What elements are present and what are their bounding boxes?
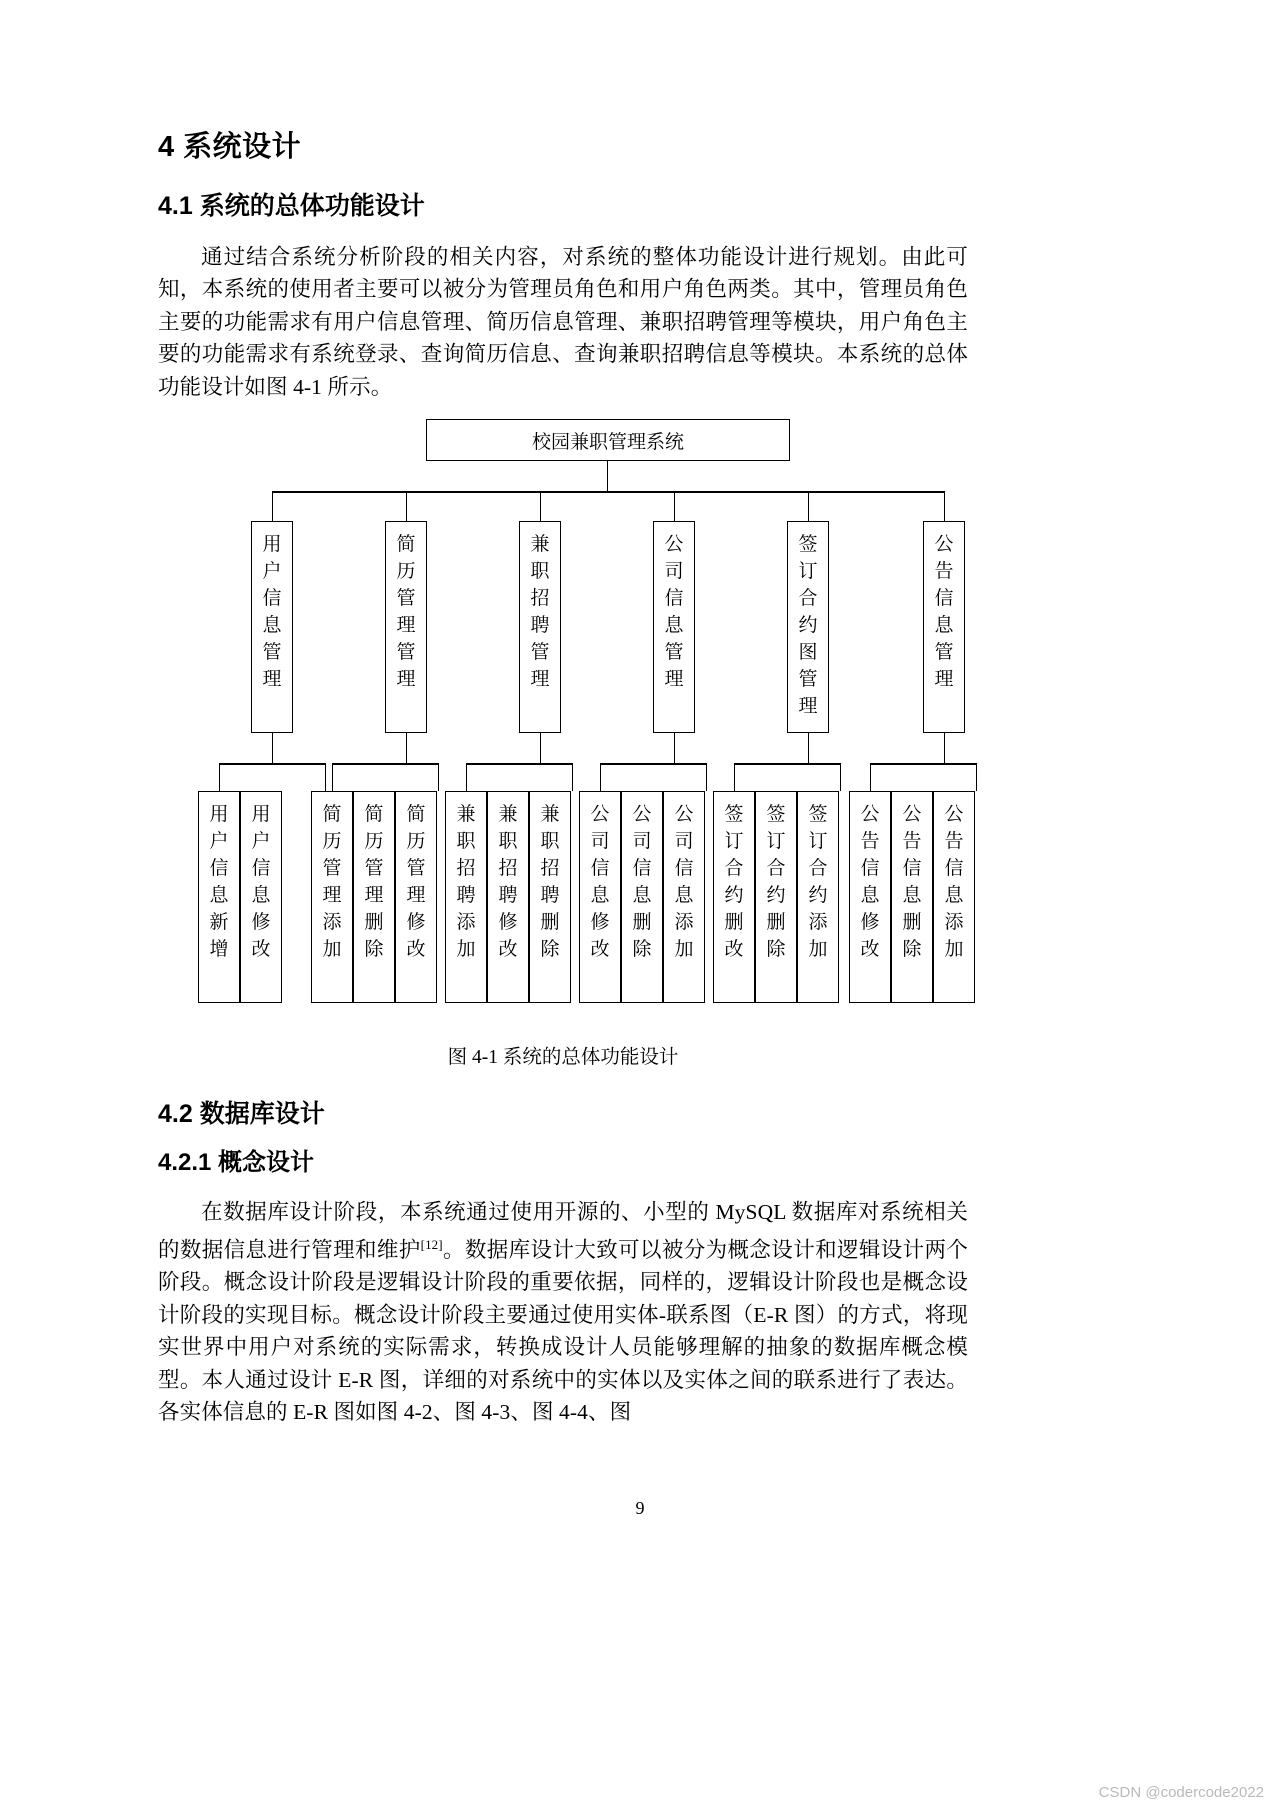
diagram-g2-stem (406, 733, 407, 763)
vertical-char: 信 (262, 588, 282, 610)
vertical-char: 公 (902, 804, 922, 826)
diagram-level2-label-4-1 (580, 802, 620, 964)
vertical-char: 约 (798, 615, 818, 637)
vertical-char: 招 (498, 858, 518, 880)
vertical-char: 息 (632, 885, 652, 907)
vertical-char: 加 (322, 939, 342, 961)
diagram-level1-box-2 (385, 521, 427, 733)
diagram-level1-connector-5 (808, 491, 809, 521)
citation-reference: [12] (420, 1236, 443, 1252)
diagram-level2-label-6-2 (892, 802, 932, 964)
diagram-level2-label-5-2 (756, 802, 796, 964)
vertical-char: 户 (251, 831, 271, 853)
vertical-char: 删 (766, 912, 786, 934)
vertical-char: 招 (540, 858, 560, 880)
diagram-level1-label-6 (924, 532, 964, 694)
diagram-g6-drop-1 (870, 763, 871, 791)
diagram-level1-label-4 (654, 532, 694, 694)
vertical-char: 签 (724, 804, 744, 826)
diagram-level1-connector-6 (944, 491, 945, 521)
vertical-char: 理 (396, 669, 416, 691)
vertical-char: 合 (766, 858, 786, 880)
vertical-char: 增 (209, 939, 229, 961)
vertical-char: 修 (251, 912, 271, 934)
vertical-char: 简 (364, 804, 384, 826)
vertical-char: 司 (674, 831, 694, 853)
vertical-char: 图 (798, 642, 818, 664)
vertical-char: 加 (674, 939, 694, 961)
vertical-char: 公 (674, 804, 694, 826)
diagram-level2-box-1-1 (198, 791, 240, 1003)
vertical-char: 招 (456, 858, 476, 880)
vertical-char: 改 (498, 939, 518, 961)
diagram-level2-box-6-3 (933, 791, 975, 1003)
vertical-char: 聘 (498, 885, 518, 907)
diagram-level1-connector-1 (272, 491, 273, 521)
vertical-char: 理 (530, 669, 550, 691)
diagram-level1-connector-3 (540, 491, 541, 521)
diagram-g2-drop-2 (438, 763, 439, 791)
vertical-char: 聘 (540, 885, 560, 907)
vertical-char: 信 (251, 858, 271, 880)
page-content (158, 130, 968, 1429)
vertical-char: 简 (396, 534, 416, 556)
vertical-char: 改 (724, 939, 744, 961)
vertical-char: 理 (396, 615, 416, 637)
diagram-g4-stem (674, 733, 675, 763)
diagram-level1-label-5 (788, 532, 828, 721)
vertical-char: 历 (364, 831, 384, 853)
vertical-char: 司 (590, 831, 610, 853)
vertical-char: 删 (902, 912, 922, 934)
vertical-char: 兼 (530, 534, 550, 556)
diagram-level2-box-6-2 (891, 791, 933, 1003)
vertical-char: 删 (632, 912, 652, 934)
vertical-char: 息 (674, 885, 694, 907)
paragraph-conceptual-design-part2: 。数据库设计大致可以被分为概念设计和逻辑设计两个阶段。概念设计阶段是逻辑设计阶段的重要依据，同样的，逻辑设计阶段也是概念设计阶段的实现目标。概念设计阶段主要通过使用实体-联系图（E-R 图）的方式，将现实世界中用户对系统的实际需求，转换成设计人员能够理解的抽象的数据库概念模型。本人通过设计 E-R 图，详细的对系统中的实体以及实体之间的联系进行了表达。各实体信息的 E-R 图如图 4-2、图 4-3、图 4-4、图 (158, 1237, 969, 1425)
diagram-level2-label-3-3 (530, 802, 570, 964)
vertical-char: 加 (808, 939, 828, 961)
vertical-char: 合 (798, 588, 818, 610)
section-heading-4-2-1: 4.2.1 概念设计 (158, 1149, 315, 1177)
vertical-char: 管 (406, 858, 426, 880)
diagram-level1-box-1 (251, 521, 293, 733)
vertical-char: 订 (766, 831, 786, 853)
vertical-char: 修 (498, 912, 518, 934)
diagram-level1-bus (272, 491, 944, 492)
diagram-level2-label-1-1 (199, 802, 239, 964)
diagram-g3-bus (466, 763, 572, 764)
vertical-char: 公 (934, 534, 954, 556)
section-heading-4-2: 4.2 数据库设计 (158, 1100, 325, 1129)
diagram-level2-label-6-3 (934, 802, 974, 964)
vertical-char: 司 (664, 561, 684, 583)
diagram-level2-box-4-1 (579, 791, 621, 1003)
vertical-char: 息 (944, 885, 964, 907)
diagram-g1-bus (219, 763, 325, 764)
diagram-g4-drop-1 (600, 763, 601, 791)
vertical-char: 除 (540, 939, 560, 961)
vertical-char: 加 (944, 939, 964, 961)
diagram-level1-connector-4 (674, 491, 675, 521)
figure-4-1-diagram (158, 417, 968, 1007)
vertical-char: 合 (808, 858, 828, 880)
diagram-level1-connector-2 (406, 491, 407, 521)
vertical-char: 改 (406, 939, 426, 961)
page-number: 9 (635, 1498, 645, 1518)
diagram-level2-label-4-2 (622, 802, 662, 964)
vertical-char: 添 (808, 912, 828, 934)
paragraph-conceptual-design-part1: 在数据库设计阶段，本系统通过使用开源的、小型的 MySQL 数据库对系统相关的数据信息进行管理和维护 (158, 1200, 968, 1262)
vertical-char: 信 (860, 858, 880, 880)
vertical-char: 职 (530, 561, 550, 583)
vertical-char: 管 (262, 642, 282, 664)
diagram-level2-box-5-3 (797, 791, 839, 1003)
vertical-char: 理 (798, 696, 818, 718)
vertical-char: 职 (498, 831, 518, 853)
vertical-char: 加 (456, 939, 476, 961)
vertical-char: 理 (262, 669, 282, 691)
diagram-level1-box-6 (923, 521, 965, 733)
vertical-char: 管 (396, 588, 416, 610)
diagram-level2-label-2-3 (396, 802, 436, 964)
vertical-char: 签 (798, 534, 818, 556)
diagram-g6-drop-2 (976, 763, 977, 791)
vertical-char: 理 (364, 885, 384, 907)
diagram-level2-label-5-3 (798, 802, 838, 964)
diagram-level1-label-1 (252, 532, 292, 694)
diagram-g5-stem (808, 733, 809, 763)
vertical-char: 用 (262, 534, 282, 556)
section-heading-4: 4 系统设计 (158, 131, 302, 163)
vertical-char: 息 (664, 615, 684, 637)
vertical-char: 息 (590, 885, 610, 907)
vertical-char: 订 (798, 561, 818, 583)
diagram-root-label: 校园兼职管理系统 (531, 431, 684, 453)
vertical-char: 息 (902, 885, 922, 907)
vertical-char: 户 (262, 561, 282, 583)
diagram-level2-box-2-2 (353, 791, 395, 1003)
vertical-char: 职 (540, 831, 560, 853)
vertical-char: 签 (808, 804, 828, 826)
vertical-char: 兼 (456, 804, 476, 826)
vertical-char: 管 (934, 642, 954, 664)
diagram-level2-box-5-2 (755, 791, 797, 1003)
paragraph-overall-function-design: 通过结合系统分析阶段的相关内容，对系统的整体功能设计进行规划。由此可知，本系统的使用者主要可以被分为管理员角色和用户角色两类。其中，管理员角色主要的功能需求有用户信息管理、简历信息管理、兼职招聘管理等模块，用户角色主要的功能需求有系统登录、查询简历信息、查询兼职招聘信息等模块。本系统的总体功能设计如图 4-1 所示。 (158, 244, 968, 399)
diagram-level2-label-5-1 (714, 802, 754, 964)
vertical-char: 信 (209, 858, 229, 880)
diagram-g1-drop-2 (325, 763, 326, 791)
vertical-char: 改 (590, 939, 610, 961)
vertical-char: 简 (322, 804, 342, 826)
vertical-char: 息 (934, 615, 954, 637)
vertical-char: 息 (209, 885, 229, 907)
vertical-char: 添 (456, 912, 476, 934)
vertical-char: 招 (530, 588, 550, 610)
diagram-level1-box-4 (653, 521, 695, 733)
vertical-char: 信 (944, 858, 964, 880)
vertical-char: 约 (724, 885, 744, 907)
vertical-char: 修 (590, 912, 610, 934)
vertical-char: 管 (322, 858, 342, 880)
diagram-g5-drop-1 (734, 763, 735, 791)
vertical-char: 改 (860, 939, 880, 961)
diagram-level2-box-5-1 (713, 791, 755, 1003)
diagram-g1-drop-1 (219, 763, 220, 791)
vertical-char: 告 (902, 831, 922, 853)
vertical-char: 信 (590, 858, 610, 880)
diagram-g3-drop-1 (466, 763, 467, 791)
vertical-char: 息 (262, 615, 282, 637)
vertical-char: 历 (406, 831, 426, 853)
vertical-char: 除 (364, 939, 384, 961)
vertical-char: 删 (724, 912, 744, 934)
diagram-g5-drop-2 (840, 763, 841, 791)
vertical-char: 约 (766, 885, 786, 907)
diagram-level2-box-1-2 (240, 791, 282, 1003)
diagram-level1-box-5 (787, 521, 829, 733)
diagram-g5-bus (734, 763, 840, 764)
vertical-char: 改 (251, 939, 271, 961)
vertical-char: 用 (209, 804, 229, 826)
vertical-char: 签 (766, 804, 786, 826)
vertical-char: 息 (860, 885, 880, 907)
diagram-g6-stem (944, 733, 945, 763)
diagram-level2-box-3-3 (529, 791, 571, 1003)
vertical-char: 理 (934, 669, 954, 691)
vertical-char: 合 (724, 858, 744, 880)
vertical-char: 管 (396, 642, 416, 664)
diagram-g4-bus (600, 763, 706, 764)
diagram-level2-box-6-1 (849, 791, 891, 1003)
vertical-char: 历 (322, 831, 342, 853)
diagram-level2-label-3-2 (488, 802, 528, 964)
diagram-g6-bus (870, 763, 976, 764)
diagram-level2-label-6-1 (850, 802, 890, 964)
vertical-char: 户 (209, 831, 229, 853)
vertical-char: 兼 (498, 804, 518, 826)
vertical-char: 除 (766, 939, 786, 961)
vertical-char: 理 (322, 885, 342, 907)
vertical-char: 公 (590, 804, 610, 826)
vertical-char: 公 (664, 534, 684, 556)
vertical-char: 除 (902, 939, 922, 961)
vertical-char: 除 (632, 939, 652, 961)
vertical-char: 添 (944, 912, 964, 934)
diagram-level1-box-3 (519, 521, 561, 733)
diagram-level2-label-4-3 (664, 802, 704, 964)
vertical-char: 订 (724, 831, 744, 853)
diagram-level2-box-4-2 (621, 791, 663, 1003)
vertical-char: 用 (251, 804, 271, 826)
vertical-char: 订 (808, 831, 828, 853)
diagram-level2-box-4-3 (663, 791, 705, 1003)
vertical-char: 信 (674, 858, 694, 880)
vertical-char: 新 (209, 912, 229, 934)
diagram-level1-label-2 (386, 532, 426, 694)
vertical-char: 息 (251, 885, 271, 907)
diagram-root-box (426, 419, 790, 461)
paragraph-conceptual-design (158, 1196, 968, 1429)
diagram-level2-label-1-2 (241, 802, 281, 964)
vertical-char: 理 (664, 669, 684, 691)
vertical-char: 告 (934, 561, 954, 583)
vertical-char: 信 (934, 588, 954, 610)
diagram-level1-label-3 (520, 532, 560, 694)
vertical-char: 告 (860, 831, 880, 853)
vertical-char: 管 (530, 642, 550, 664)
vertical-char: 信 (664, 588, 684, 610)
vertical-char: 信 (632, 858, 652, 880)
vertical-char: 添 (322, 912, 342, 934)
vertical-char: 理 (406, 885, 426, 907)
section-heading-4-1: 4.1 系统的总体功能设计 (158, 191, 425, 220)
vertical-char: 添 (674, 912, 694, 934)
vertical-char: 修 (860, 912, 880, 934)
diagram-g3-drop-2 (572, 763, 573, 791)
vertical-char: 修 (406, 912, 426, 934)
diagram-g3-stem (540, 733, 541, 763)
vertical-char: 司 (632, 831, 652, 853)
figure-caption: 图 4-1 系统的总体功能设计 (447, 1047, 679, 1069)
diagram-level2-label-3-1 (446, 802, 486, 964)
vertical-char: 管 (364, 858, 384, 880)
vertical-char: 历 (396, 561, 416, 583)
vertical-char: 兼 (540, 804, 560, 826)
vertical-char: 公 (860, 804, 880, 826)
diagram-level2-box-2-1 (311, 791, 353, 1003)
vertical-char: 约 (808, 885, 828, 907)
diagram-level2-box-2-3 (395, 791, 437, 1003)
vertical-char: 删 (540, 912, 560, 934)
watermark-label: CSDN @codercode2022 (1098, 1784, 1264, 1801)
vertical-char: 聘 (530, 615, 550, 637)
diagram-level2-box-3-2 (487, 791, 529, 1003)
vertical-char: 告 (944, 831, 964, 853)
vertical-char: 公 (632, 804, 652, 826)
vertical-char: 公 (944, 804, 964, 826)
diagram-level2-label-2-2 (354, 802, 394, 964)
vertical-char: 删 (364, 912, 384, 934)
vertical-char: 简 (406, 804, 426, 826)
diagram-level2-label-2-1 (312, 802, 352, 964)
vertical-char: 聘 (456, 885, 476, 907)
diagram-g4-drop-2 (706, 763, 707, 791)
vertical-char: 信 (902, 858, 922, 880)
vertical-char: 职 (456, 831, 476, 853)
vertical-char: 管 (798, 669, 818, 691)
diagram-g2-drop-1 (332, 763, 333, 791)
vertical-char: 管 (664, 642, 684, 664)
diagram-trunk-line (607, 461, 608, 491)
diagram-g2-bus (332, 763, 438, 764)
diagram-level2-box-3-1 (445, 791, 487, 1003)
diagram-g1-stem (272, 733, 273, 763)
